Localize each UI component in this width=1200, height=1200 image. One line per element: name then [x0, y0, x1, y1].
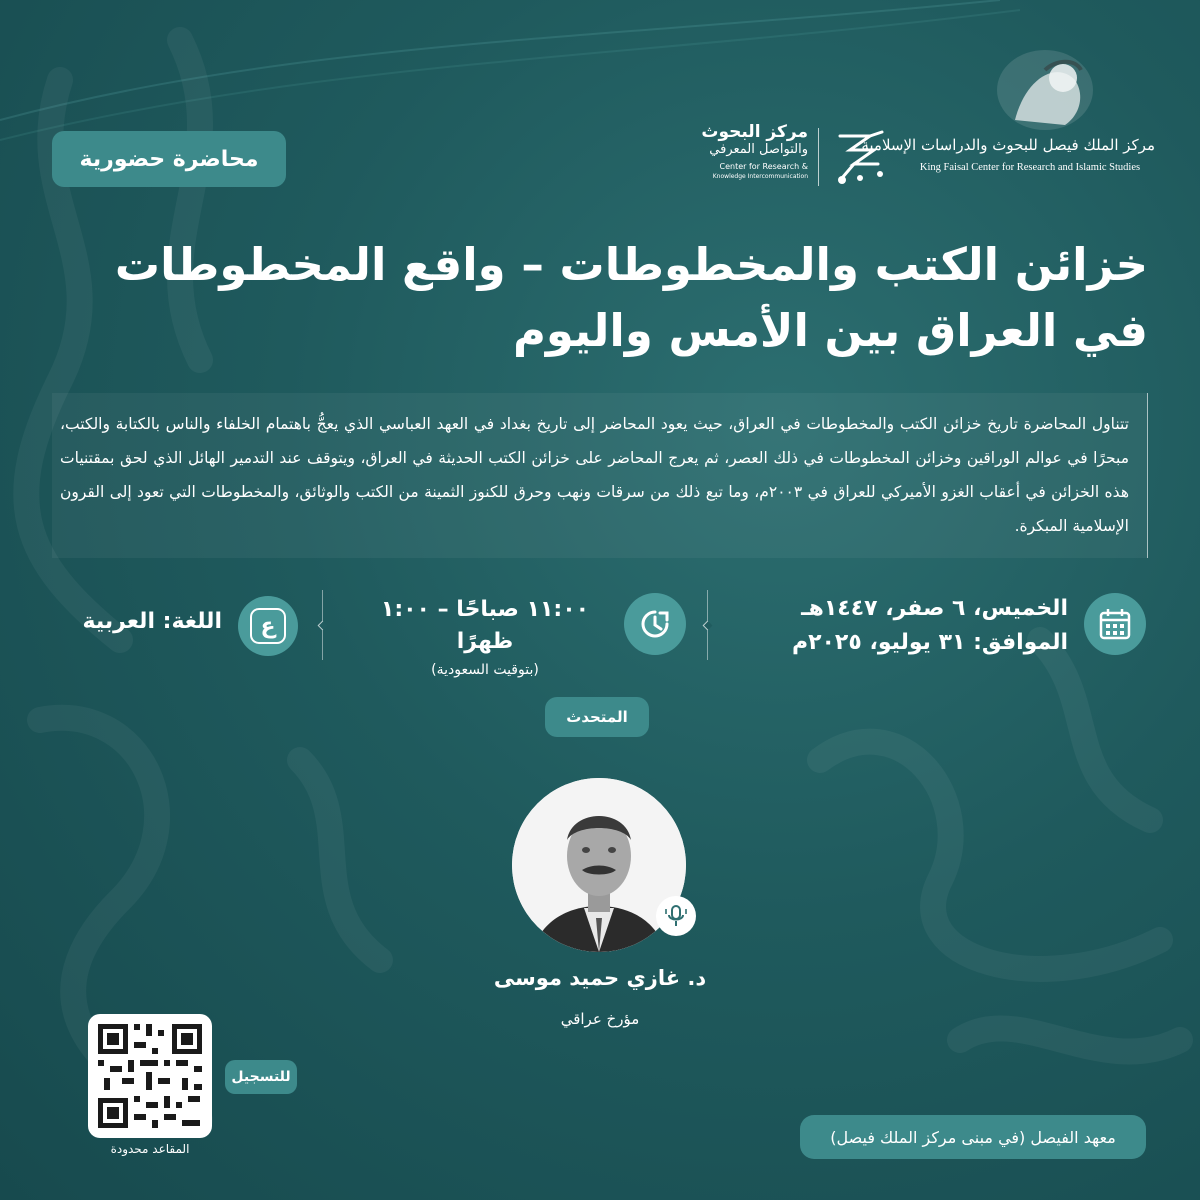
- venue-text: معهد الفيصل (في مبنى مركز الملك فيصل): [830, 1127, 1116, 1147]
- speaker-name: د. غازي حميد موسى: [493, 966, 707, 990]
- microphone-icon: [656, 896, 696, 936]
- date-hijri: الخميس، ٦ صفر، ١٤٤٧هـ: [801, 596, 1068, 621]
- language-icon-glyph: ع: [250, 608, 286, 644]
- research-center-name-en-2: Knowledge Intercommunication: [712, 173, 808, 180]
- timezone-note: (بتوقيت السعودية): [431, 662, 539, 678]
- kfcris-logo: [861, 40, 1155, 190]
- research-center-name-en-1: Center for Research &: [719, 162, 808, 171]
- language-text: اللغة: العربية: [82, 609, 222, 634]
- register-label[interactable]: [225, 1060, 297, 1094]
- kfcris-name-ar: مركز الملك فيصل للبحوث والدراسات الإسلامية: [861, 136, 1155, 154]
- seats-limited: المقاعد محدودة: [110, 1142, 190, 1156]
- time-block: [360, 594, 610, 682]
- title-line-2: في العراق بين الأمس واليوم: [512, 304, 1148, 357]
- research-center-name-ar-1: مركز البحوث: [701, 122, 808, 142]
- divider: [322, 590, 324, 660]
- description-box: [52, 393, 1148, 558]
- speaker-label-text: المتحدث: [566, 708, 628, 726]
- language-icon: [238, 596, 298, 656]
- date-gregorian: الموافق: ٣١ يوليو، ٢٠٢٥م: [791, 630, 1068, 655]
- description-text: تتناول المحاضرة تاريخ خزائن الكتب والمخطوطات في العراق، حيث يعود المحاضر إلى تاريخ بغداد في العهد العباسي الذي يعجُّ باهتمام الخلفاء والناس بالكتابة والكتب، مبحرًا في عوالم الوراقين وخزائن المخطوطات في ذلك العصر، ثم يعرج المحاضر على خزائن الكتب الحديثة في العراق، ويتوقف عند التدمير الهائل الذي لحق بمقتنيات هذه الخزائن في أعقاب الغزو الأميركي للعراق في ٢٠٠٣م، وما تبع ذلك من سرقات ونهب وحرق للكنوز الثمينة من الكتب والوثائق، والمخطوطات التي تعود إلى القرون الإسلامية المبكرة.: [60, 415, 1129, 535]
- speaker-label: [545, 697, 649, 737]
- event-type-badge: [52, 131, 286, 187]
- research-center-logo: [690, 122, 900, 192]
- title-line-1: خزائن الكتب والمخطوطات – واقع المخطوطات: [114, 238, 1148, 291]
- venue-badge: [800, 1115, 1146, 1159]
- kfcris-name-en: King Faisal Center for Research and Islamic Studies: [919, 162, 1141, 173]
- calendar-icon: [1084, 593, 1146, 655]
- time-range: ١١:٠٠ صباحًا – ١:٠٠ ظهرًا: [380, 597, 590, 654]
- date-block: [792, 592, 1068, 660]
- qr-code[interactable]: [88, 1014, 212, 1138]
- research-center-name-ar-2: والتواصل المعرفي: [709, 142, 808, 157]
- event-type-text: محاضرة حضورية: [79, 146, 259, 172]
- portrait-emblem: [985, 40, 1095, 130]
- speaker-role: مؤرخ عراقي: [560, 1010, 640, 1028]
- clock-icon: [624, 593, 686, 655]
- register-label-text: للتسجيل: [231, 1069, 291, 1085]
- divider: [707, 590, 709, 660]
- page-title: [48, 232, 1148, 364]
